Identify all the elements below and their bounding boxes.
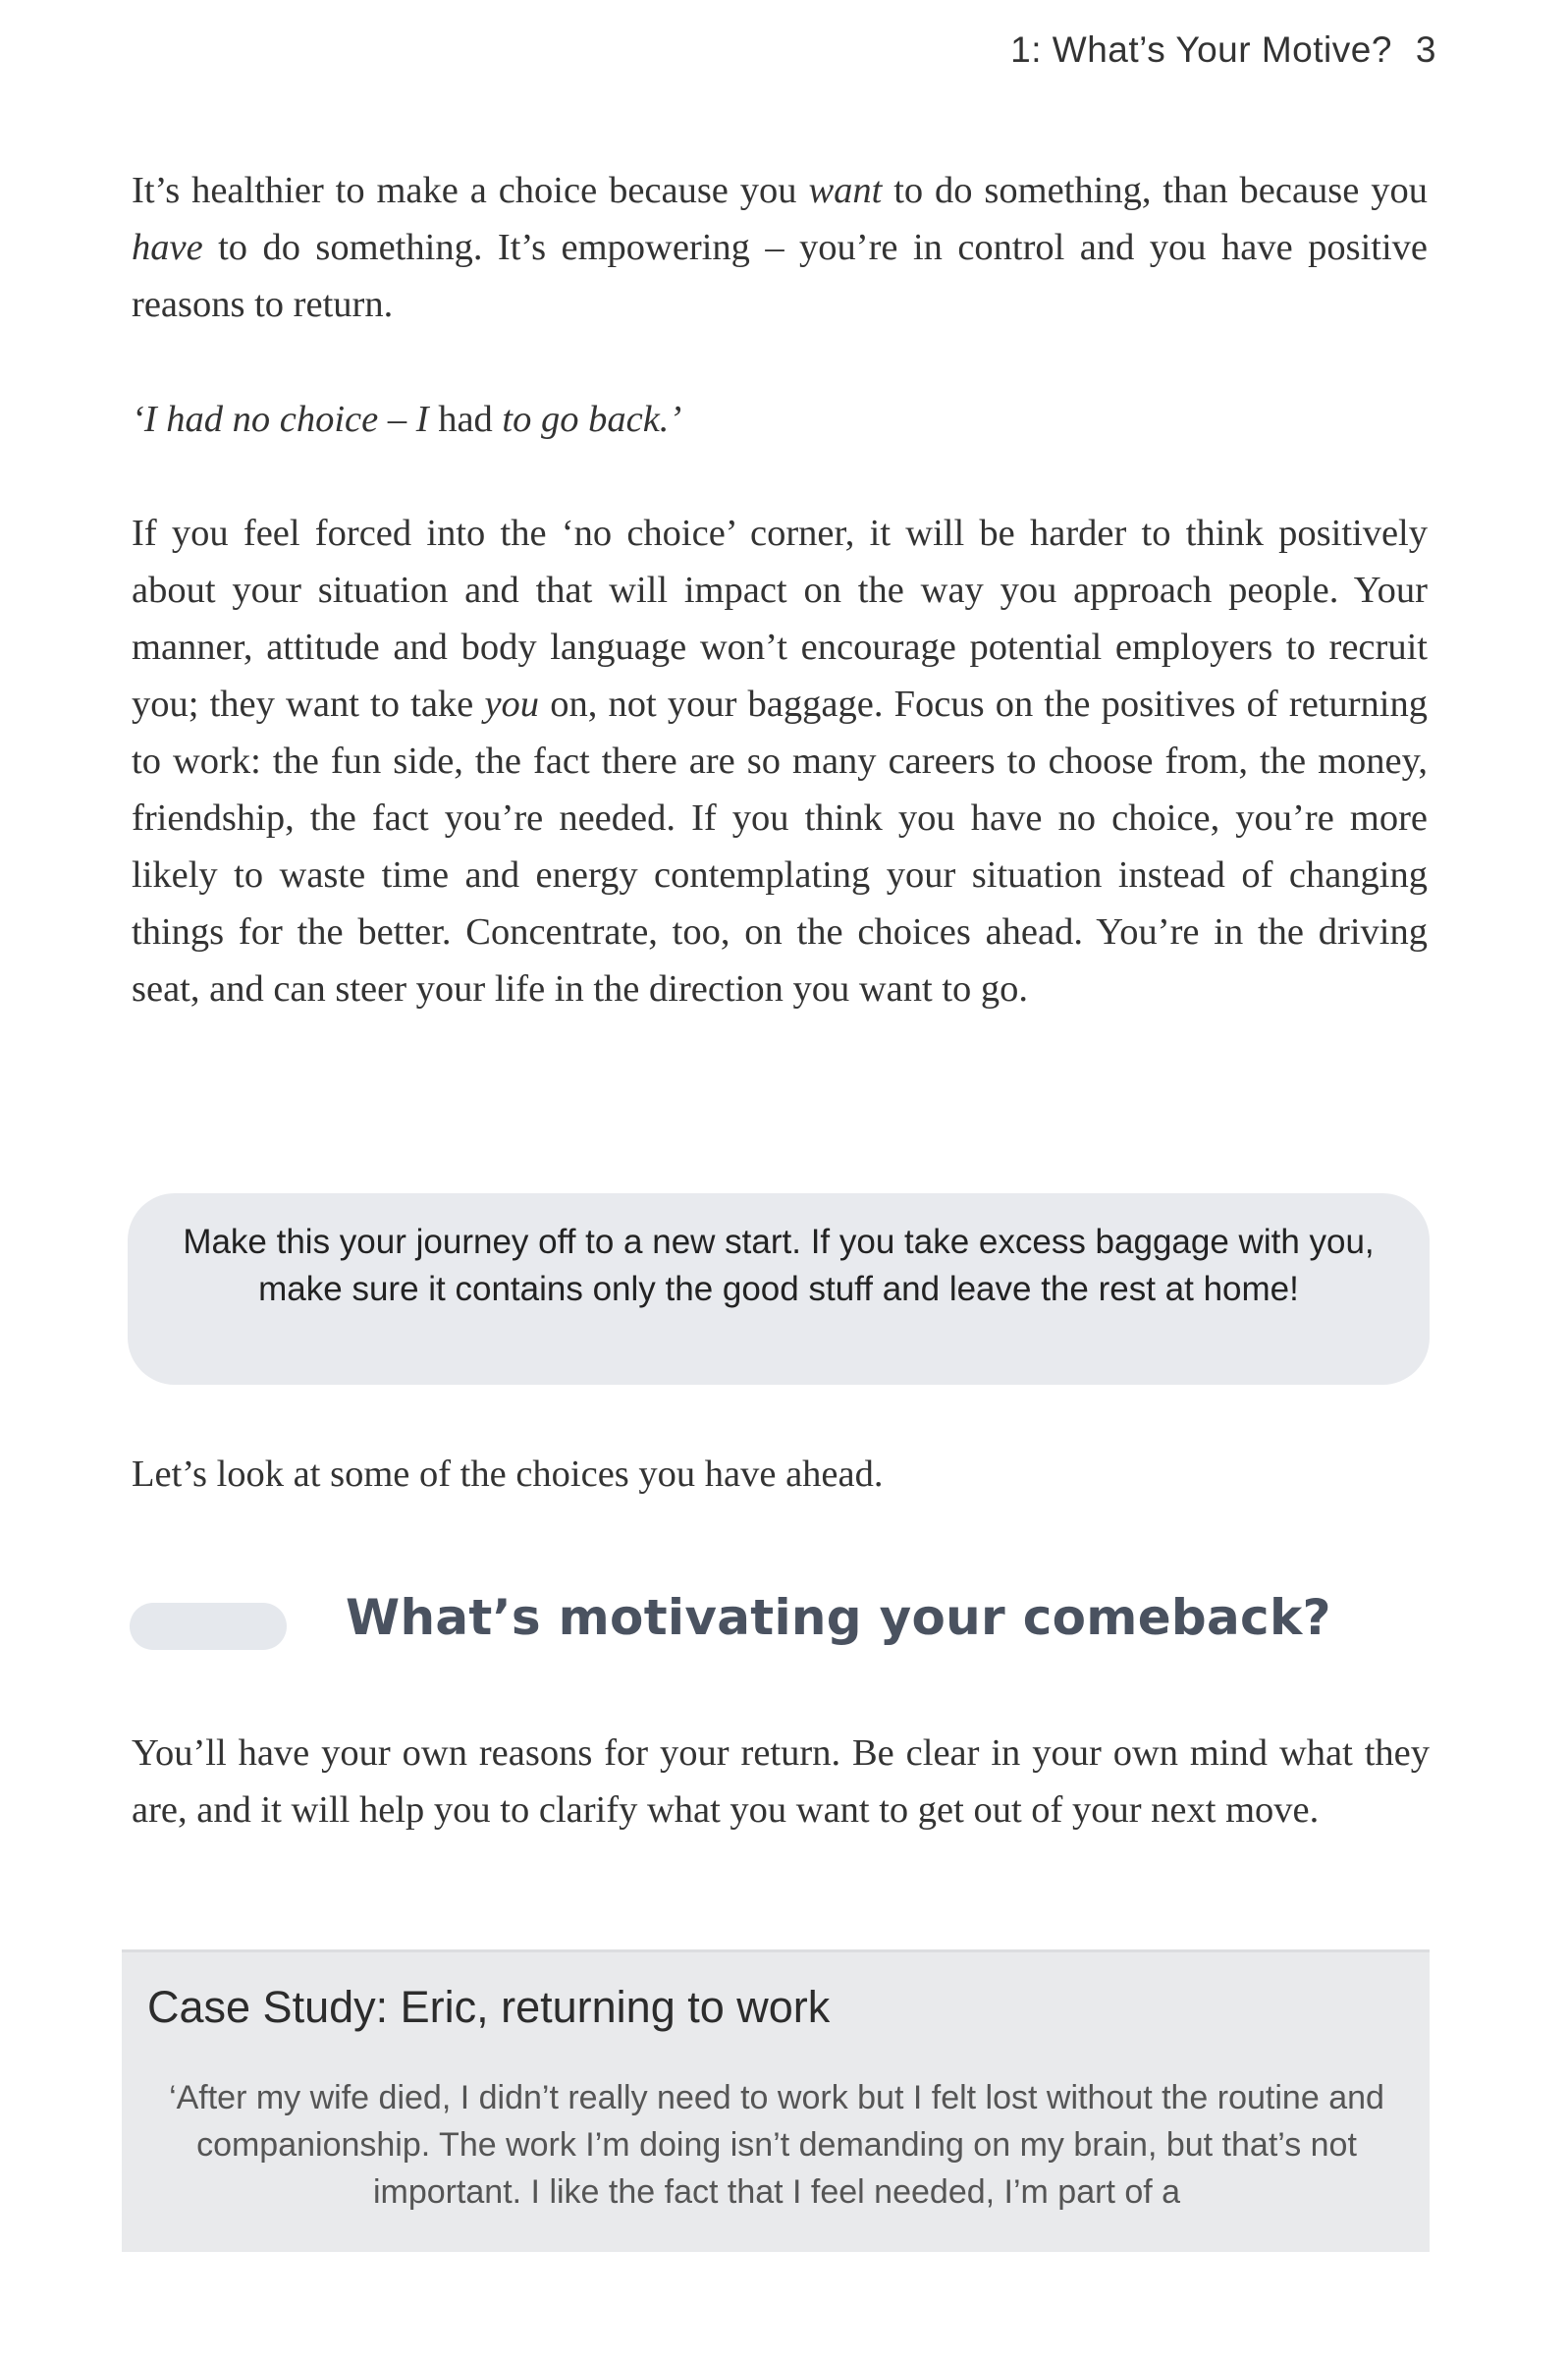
section-marker-bar	[130, 1603, 287, 1650]
emphasis-text: you	[484, 684, 540, 725]
case-study-box	[122, 1949, 1430, 2252]
text-run: on, not your baggage. Focus on the positives of returning to work: the fun side, the fact there are so many careers to choose from, the money, friendship, the fact you’re needed. If you think you have no choice, you’re more likely to waste time and energy contemplating your situation instead of changing things for the better. Concentrate, too, on the choices ahead. You’re in the driving seat, and can steer your life in the direction you want to go.	[132, 684, 1429, 1010]
paragraph-healthier-choice	[132, 162, 1428, 333]
paragraph-no-choice-corner	[132, 505, 1428, 1017]
paragraph-text	[132, 505, 1428, 1017]
case-study-body: ‘After my wife died, I didn’t really need to work but I felt lost without the routine and companionship. The work I’m doing isn’t demanding on my brain, but that’s not important. I like the fact that I feel needed, I’m part of a	[169, 2079, 1384, 2211]
text-run: If you feel forced into the ‘no choice’ corner, it will be harder to think positively about your situation and that will impact on the way you approach people. Your manner, attitude and body language won’t encourage potential employers to recruit you; they want to take	[132, 513, 1428, 725]
text-run: to do something, than because you	[882, 170, 1429, 211]
text-run: It’s healthier to make a choice because you	[132, 170, 809, 211]
callout-text: Make this your journey off to a new start. If you take excess baggage with you, make sure it contains only the good stuff and leave the rest at home!	[183, 1223, 1375, 1308]
quote-no-choice	[132, 391, 1428, 448]
emphasis-text: have	[132, 227, 203, 268]
paragraph-text: Let’s look at some of the choices you have ahead.	[132, 1454, 884, 1495]
callout-box	[128, 1193, 1430, 1385]
running-head	[1010, 29, 1436, 71]
emphasis-text: ‘I had no choice – I	[132, 399, 429, 440]
paragraph-your-reasons	[132, 1725, 1430, 1838]
paragraph-text	[132, 162, 1428, 333]
page-number: 3	[1415, 29, 1436, 70]
text-run: to do something. It’s empowering – you’re in control and you have positive reasons to return.	[132, 227, 1428, 325]
quote-text	[132, 391, 1428, 448]
emphasis-text: to go back.’	[502, 399, 682, 440]
paragraph-text: You’ll have your own reasons for your return. Be clear in your own mind what they are, and it will help you to clarify what you want to get out of your next move.	[132, 1732, 1430, 1831]
emphasis-text: want	[808, 170, 883, 211]
case-study-title: Case Study: Eric, returning to work	[147, 1982, 831, 2032]
section-heading: What’s motivating your comeback?	[346, 1589, 1331, 1646]
paragraph-choices-ahead	[132, 1446, 1428, 1503]
chapter-label: 1: What’s Your Motive?	[1010, 29, 1392, 70]
text-run: had	[428, 399, 503, 440]
